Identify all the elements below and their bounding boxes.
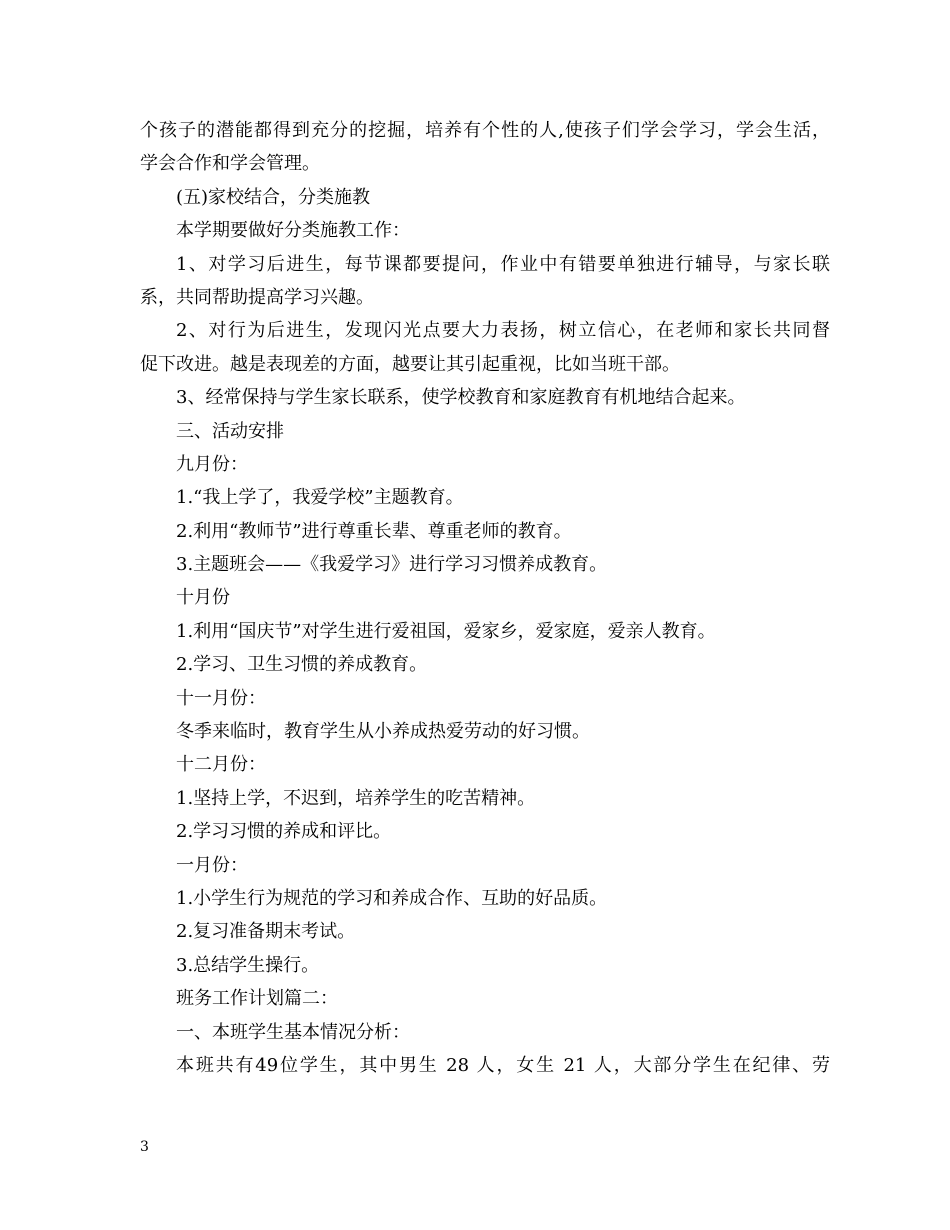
text-line: 2.学习习惯的养成和评比。: [176, 821, 392, 843]
text-line: 九月份：: [176, 453, 248, 475]
text-line: 一、本班学生基本情况分析：: [176, 1021, 410, 1043]
text-line: 系，共同帮助提高学习兴趣。: [140, 286, 374, 308]
text-line: 三、活动安排: [176, 420, 284, 442]
text-line: 3、经常保持与学生家长联系，使学校教育和家庭教育有机地结合起来。: [176, 387, 746, 409]
text-line: 班务工作计划篇二：: [176, 988, 338, 1010]
document-body: [140, 114, 830, 1082]
text-line: 本学期要做好分类施教工作：: [176, 220, 410, 242]
text-line: 1.利用“国庆节”对学生进行爱祖国，爱家乡，爱家庭，爱亲人教育。: [176, 620, 716, 642]
text-line: 1.小学生行为规范的学习和养成合作、互助的好品质。: [176, 887, 608, 909]
text-line: 促下改进。越是表现差的方面，越要让其引起重视，比如当班干部。: [140, 353, 680, 375]
text-line: 十二月份：: [176, 754, 266, 776]
text-line: 冬季来临时，教育学生从小养成热爱劳动的好习惯。: [176, 721, 590, 743]
text-line: 本班共有49位学生，其中男生 28 人，女生 21 人，大部分学生在纪律、劳: [176, 1054, 830, 1076]
text-line: 1.坚持上学，不迟到，培养学生的吃苦精神。: [176, 787, 536, 809]
text-line: 2.利用“教师节”进行尊重长辈、尊重老师的教育。: [176, 520, 572, 542]
text-line: 学会合作和学会管理。: [140, 153, 320, 175]
text-line: 2.复习准备期末考试。: [176, 921, 356, 943]
text-line: 3.主题班会——《我爱学习》进行学习习惯养成教育。: [176, 554, 608, 576]
text-line: 个孩子的潜能都得到充分的挖掘，培养有个性的人,使孩子们学会学习，学会生活，: [140, 120, 830, 141]
text-line: 十月份: [176, 587, 230, 609]
text-line: 2、对行为后进生，发现闪光点要大力表扬，树立信心，在老师和家长共同督: [176, 320, 830, 342]
text-line: 3.总结学生操行。: [176, 954, 320, 976]
text-line: 1.“我上学了，我爱学校”主题教育。: [176, 487, 464, 509]
text-line: 十一月份：: [176, 687, 266, 709]
text-line: 一月份：: [176, 854, 248, 876]
text-line: 1、对学习后进生，每节课都要提问，作业中有错要单独进行辅导，与家长联: [176, 253, 830, 275]
text-line: (五)家校结合，分类施教: [176, 186, 371, 208]
text-line: 2.学习、卫生习惯的养成教育。: [176, 654, 428, 676]
page-number: 3: [140, 1139, 149, 1155]
